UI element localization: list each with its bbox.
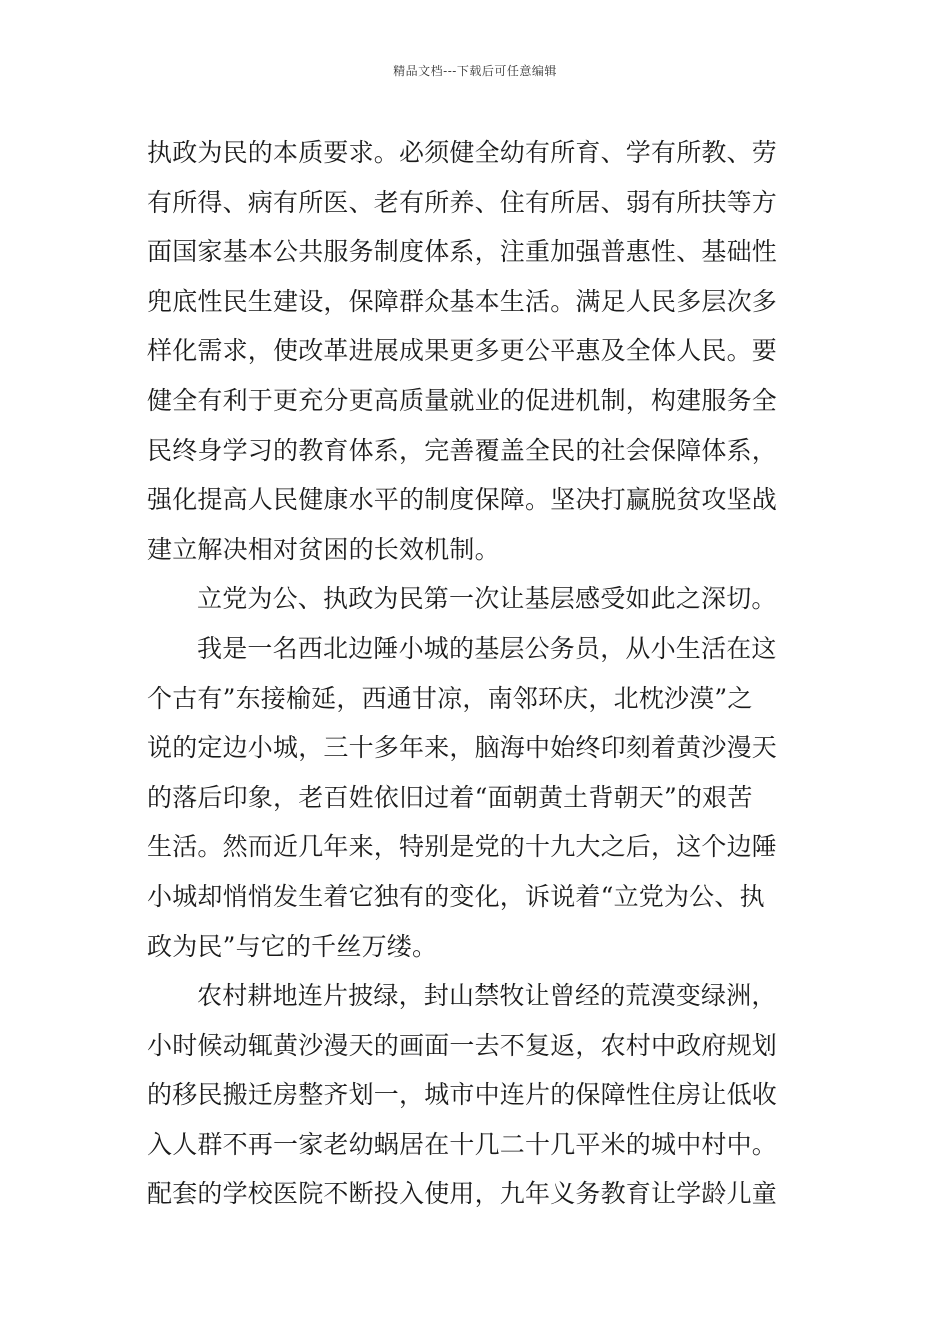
text-line: 政为民”与它的千丝万缕。 bbox=[147, 931, 438, 961]
text-line: 兜底性民生建设，保障群众基本生活。满足人民多层次多 bbox=[147, 286, 778, 316]
text-line: 入人群不再一家老幼蜗居在十几二十几平米的城中村中。 bbox=[147, 1129, 778, 1159]
text-line: 建立解决相对贫困的长效机制。 bbox=[147, 534, 500, 564]
text-line: 健全有利于更充分更高质量就业的促进机制，构建服务全 bbox=[147, 385, 778, 415]
paragraph-1 bbox=[147, 128, 809, 574]
text-line: 的移民搬迁房整齐划一，城市中连片的保障性住房让低收 bbox=[147, 1080, 778, 1110]
text-line: 样化需求，使改革进展成果更多更公平惠及全体人民。要 bbox=[147, 336, 778, 366]
text-line: 说的定边小城，三十多年来，脑海中始终印刻着黄沙漫天 bbox=[147, 733, 778, 763]
text-line: 执政为民的本质要求。必须健全幼有所育、学有所教、劳 bbox=[147, 138, 778, 167]
text-line: 配套的学校医院不断投入使用，九年义务教育让学龄儿童 bbox=[147, 1179, 778, 1209]
paragraph-2 bbox=[147, 574, 809, 624]
text-line: 小城却悄悄发生着它独有的变化，诉说着“立党为公、执 bbox=[147, 881, 765, 911]
text-line: 的落后印象，老百姓依旧过着“面朝黄土背朝天”的艰苦 bbox=[147, 782, 753, 812]
text-line: 强化提高人民健康水平的制度保障。坚决打赢脱贫攻坚战 bbox=[147, 485, 778, 515]
page-header: 精品文档---下载后可任意编辑 bbox=[393, 64, 557, 78]
text-line: 民终身学习的教育体系，完善覆盖全民的社会保障体系， bbox=[147, 435, 778, 465]
paragraph-4 bbox=[147, 971, 809, 1219]
text-line: 小时候动辄黄沙漫天的画面一去不复返，农村中政府规划 bbox=[147, 1030, 778, 1060]
paragraph-3 bbox=[147, 624, 809, 971]
text-line: 面国家基本公共服务制度体系，注重加强普惠性、基础性 bbox=[147, 237, 778, 267]
document-body bbox=[147, 128, 809, 1219]
text-line: 农村耕地连片披绿，封山禁牧让曾经的荒漠变绿洲， bbox=[197, 981, 777, 1011]
text-line: 生活。然而近几年来，特别是党的十九大之后，这个边陲 bbox=[147, 832, 778, 862]
text-line: 个古有”东接榆延，西通甘凉，南邻环庆，北枕沙漠”之 bbox=[147, 683, 753, 713]
text-line: 我是一名西北边陲小城的基层公务员，从小生活在这 bbox=[197, 633, 777, 663]
text-line: 立党为公、执政为民第一次让基层感受如此之深切。 bbox=[197, 584, 777, 614]
text-line: 有所得、病有所医、老有所养、住有所居、弱有所扶等方 bbox=[147, 187, 778, 217]
